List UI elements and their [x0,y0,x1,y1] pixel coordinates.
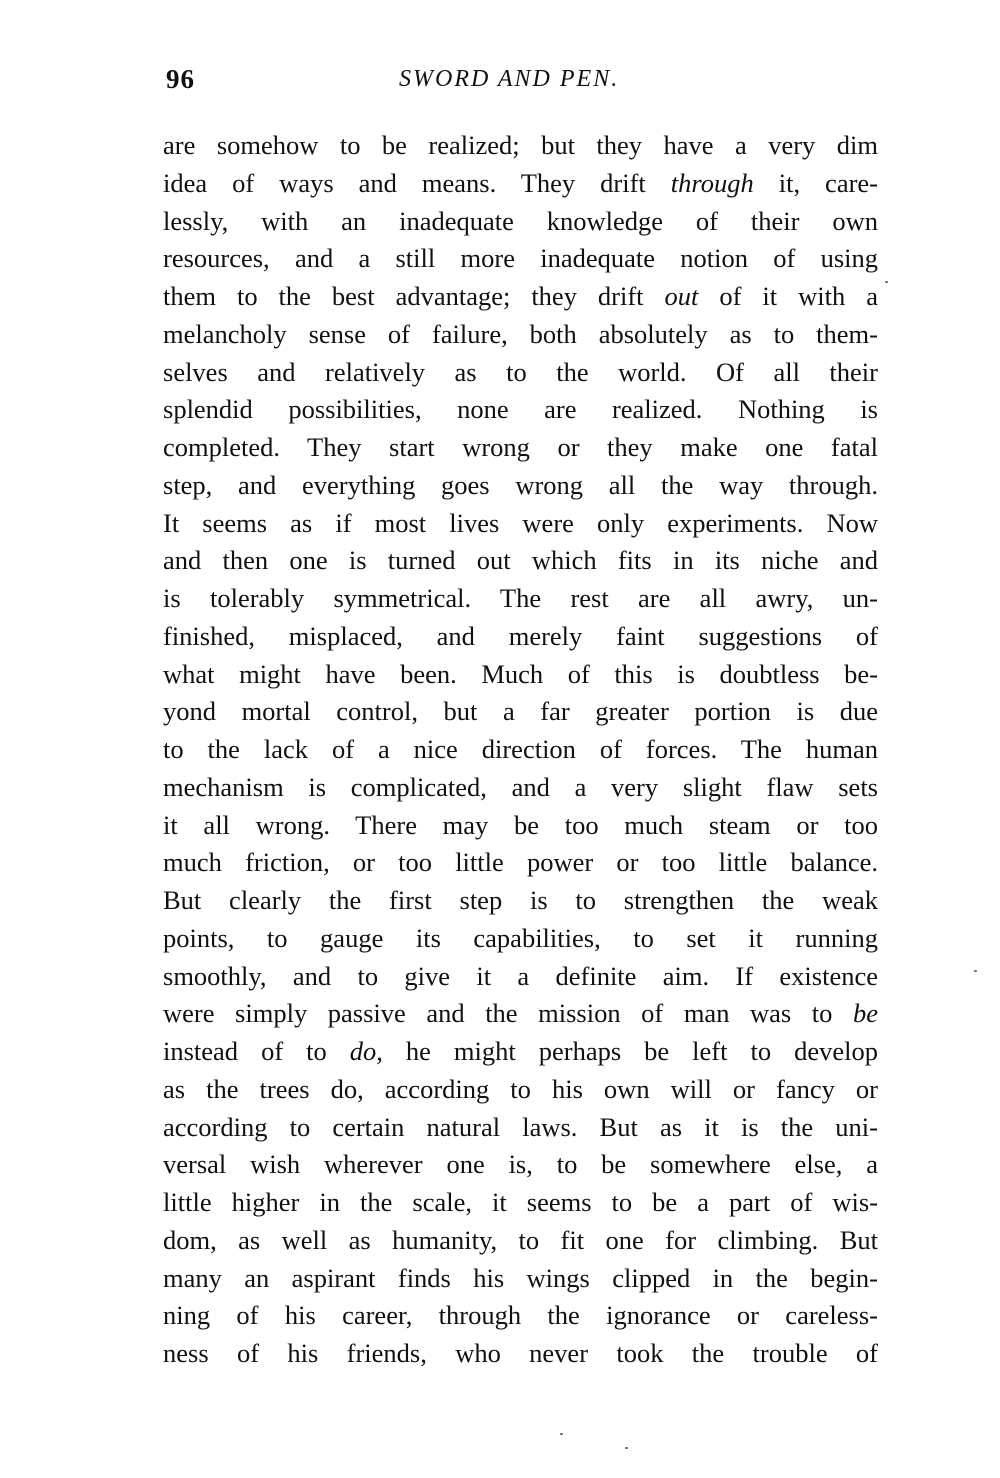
running-title: SWORD AND PEN. [399,66,620,92]
print-speck [974,970,977,972]
text-line: completed. They start wrong or they make one fatal [163,432,878,462]
text-line: little higher in the scale, it seems to be a part of wis- [163,1187,878,1217]
text-line: mechanism is complicated, and a very slight flaw sets [163,771,878,802]
text-line: as the trees do, according to his own will or fancy or [163,1073,878,1104]
print-speck [560,1433,563,1435]
page-header [163,64,880,100]
italic-emphasis: out [664,281,699,311]
text-line: instead of to do, he might perhaps be left to develop [163,1036,878,1066]
text-line: what might have been. Much of this is doubtless be- [163,658,878,689]
italic-emphasis: be [852,998,878,1029]
text-line: It seems as if most lives were only experiments. Now [163,507,878,538]
text-line: were simply passive and the mission of man was to be [163,998,878,1029]
text-line: it all wrong. There may be too much steam or too [163,809,878,840]
text-line: versal wish wherever one is, to be somewhere else, a [163,1149,878,1180]
text-line: lessly, with an inadequate knowledge of their own [163,205,878,236]
text-line: ness of his friends, who never took the trouble of [163,1338,878,1368]
text-line: splendid possibilities, none are realized. Nothing is [163,394,878,425]
text-line: selves and relatively as to the world. Of all their [163,356,878,387]
text-line: step, and everything goes wrong all the way through. [163,469,878,500]
text-line: them to the best advantage; they drift out of it with a [163,281,878,311]
text-line: according to certain natural laws. But as it is the uni- [163,1111,878,1142]
print-speck [625,1447,628,1449]
body-text [163,127,878,1373]
text-line: is tolerably symmetrical. The rest are all awry, un- [163,583,878,613]
text-line: are somehow to be realized; but they have a very dim [163,130,878,160]
text-line: idea of ways and means. They drift through it, care- [163,167,878,198]
text-line: and then one is turned out which fits in its niche and [163,545,878,576]
italic-emphasis: through [670,167,754,198]
text-line: yond mortal control, but a far greater portion is due [163,696,878,727]
italic-emphasis: do, [349,1036,383,1066]
text-line: resources, and a still more inadequate notion of using [163,243,878,274]
text-line: melancholy sense of failure, both absolutely as to them- [163,318,878,349]
text-line: to the lack of a nice direction of forces. The human [163,734,878,764]
text-line: dom, as well as humanity, to fit one for climbing. But [163,1224,878,1255]
text-line: points, to gauge its capabilities, to set it running [163,922,878,953]
text-line: ning of his career, through the ignorance or careless- [163,1300,878,1331]
text-line: finished, misplaced, and merely faint suggestions of [163,620,878,651]
text-line: much friction, or too little power or too little balance. [163,847,878,878]
text-line: many an aspirant finds his wings clipped in the begin- [163,1262,878,1293]
text-line: smoothly, and to give it a definite aim. If existence [163,960,878,991]
text-line: But clearly the first step is to strengthen the weak [163,885,878,915]
page-number: 96 [166,64,195,94]
print-speck [885,281,888,283]
